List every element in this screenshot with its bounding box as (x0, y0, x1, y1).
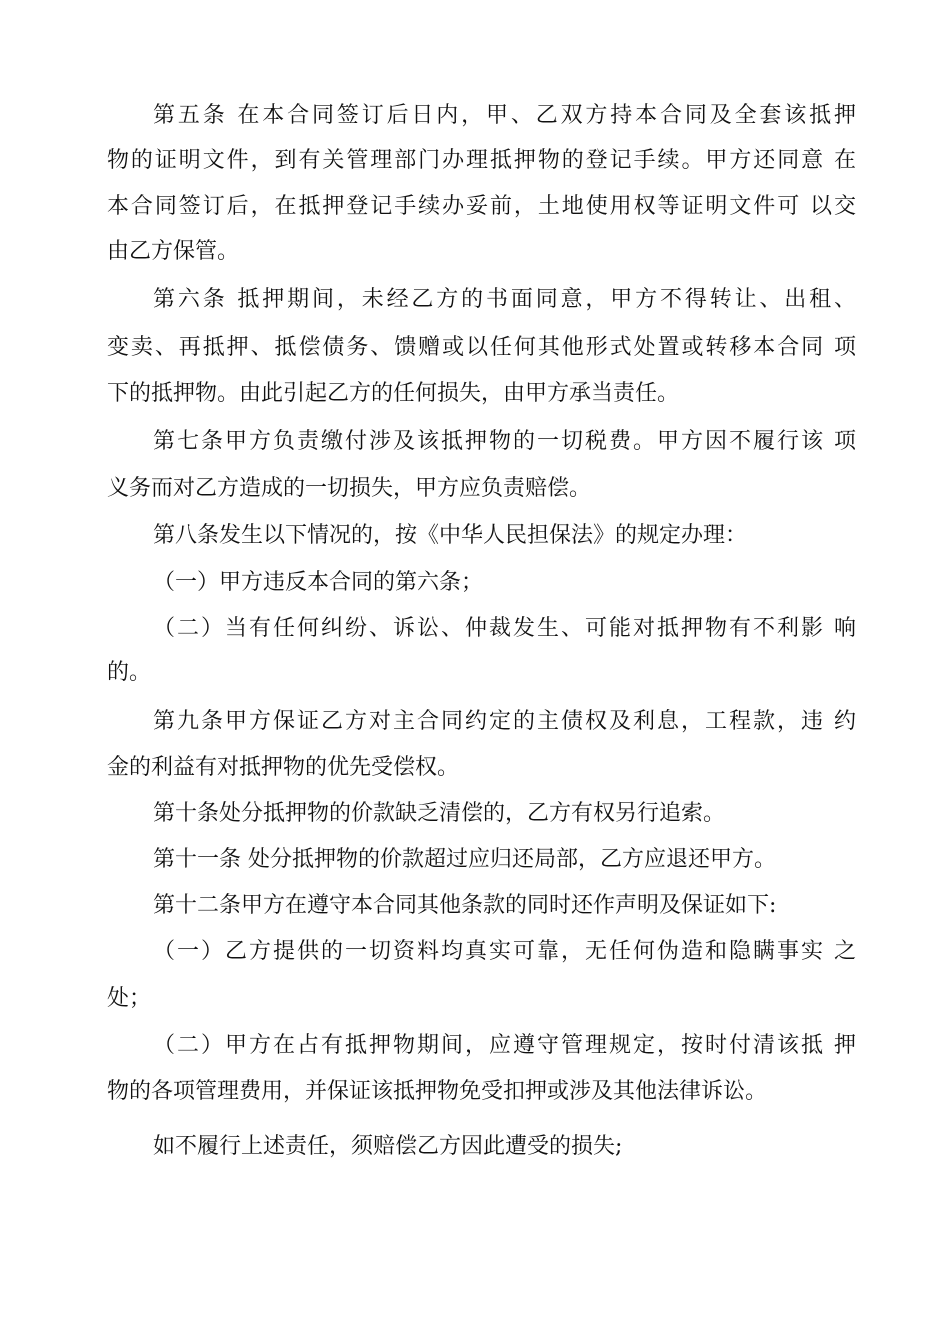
article-6-line-2: 变卖、再抵押、抵偿债务、馈赠或以任何其他形式处置或转移本合同 项 (107, 335, 856, 360)
article-9-line-1: 第九条甲方保证乙方对主合同约定的主债权及利息，工程款，违 约 (153, 709, 856, 734)
article-7-line-1: 第七条甲方负责缴付涉及该抵押物的一切税费。甲方因不履行该 项 (153, 429, 856, 454)
article-5-line-1: 第五条 在本合同签订后日内，甲、乙双方持本合同及全套该抵押 (153, 103, 856, 128)
article-12-line: 第十二条甲方在遵守本合同其他条款的同时还作声明及保证如下: (153, 893, 777, 918)
closing-line: 如不履行上述责任，须赔偿乙方因此遭受的损失; (153, 1134, 623, 1159)
article-9-line-2: 金的利益有对抵押物的优先受偿权。 (107, 755, 460, 780)
article-6-line-1: 第六条 抵押期间，未经乙方的书面同意，甲方不得转让、出租、 (153, 287, 856, 312)
article-5-line-3: 本合同签订后，在抵押登记手续办妥前，土地使用权等证明文件可 以交 (107, 194, 856, 219)
article-5-line-4: 由乙方保管。 (107, 239, 240, 264)
article-12-item-1-line-1: （一）乙方提供的一切资料均真实可靠，无任何伪造和隐瞒事实 之 (153, 939, 856, 964)
article-10-line: 第十条处分抵押物的价款缺乏清偿的，乙方有权另行追索。 (153, 801, 726, 826)
article-8-item-2-line-2: 的。 (107, 660, 152, 685)
article-6-line-3: 下的抵押物。由此引起乙方的任何损失，由甲方承当责任。 (107, 381, 680, 406)
article-7-line-2: 义务而对乙方造成的一切损失，甲方应负责赔偿。 (107, 476, 592, 501)
article-8-line: 第八条发生以下情况的，按《中华人民担保法》的规定办理： (153, 523, 748, 548)
article-12-item-2-line-2: 物的各项管理费用，并保证该抵押物免受扣押或涉及其他法律诉讼。 (107, 1079, 768, 1104)
article-12-item-2-line-1: （二）甲方在占有抵押物期间，应遵守管理规定，按时付清该抵 押 (153, 1033, 856, 1058)
article-12-item-1-line-2: 处； (107, 986, 152, 1011)
article-8-item-1: （一）甲方违反本合同的第六条； (153, 570, 484, 595)
article-5-line-2: 物的证明文件，到有关管理部门办理抵押物的登记手续。甲方还同意 在 (107, 148, 856, 173)
article-11-line: 第十一条 处分抵押物的价款超过应归还局部，乙方应退还甲方。 (153, 847, 776, 872)
article-8-item-2-line-1: （二）当有任何纠纷、诉讼、仲裁发生、可能对抵押物有不利影 响 (153, 616, 856, 641)
